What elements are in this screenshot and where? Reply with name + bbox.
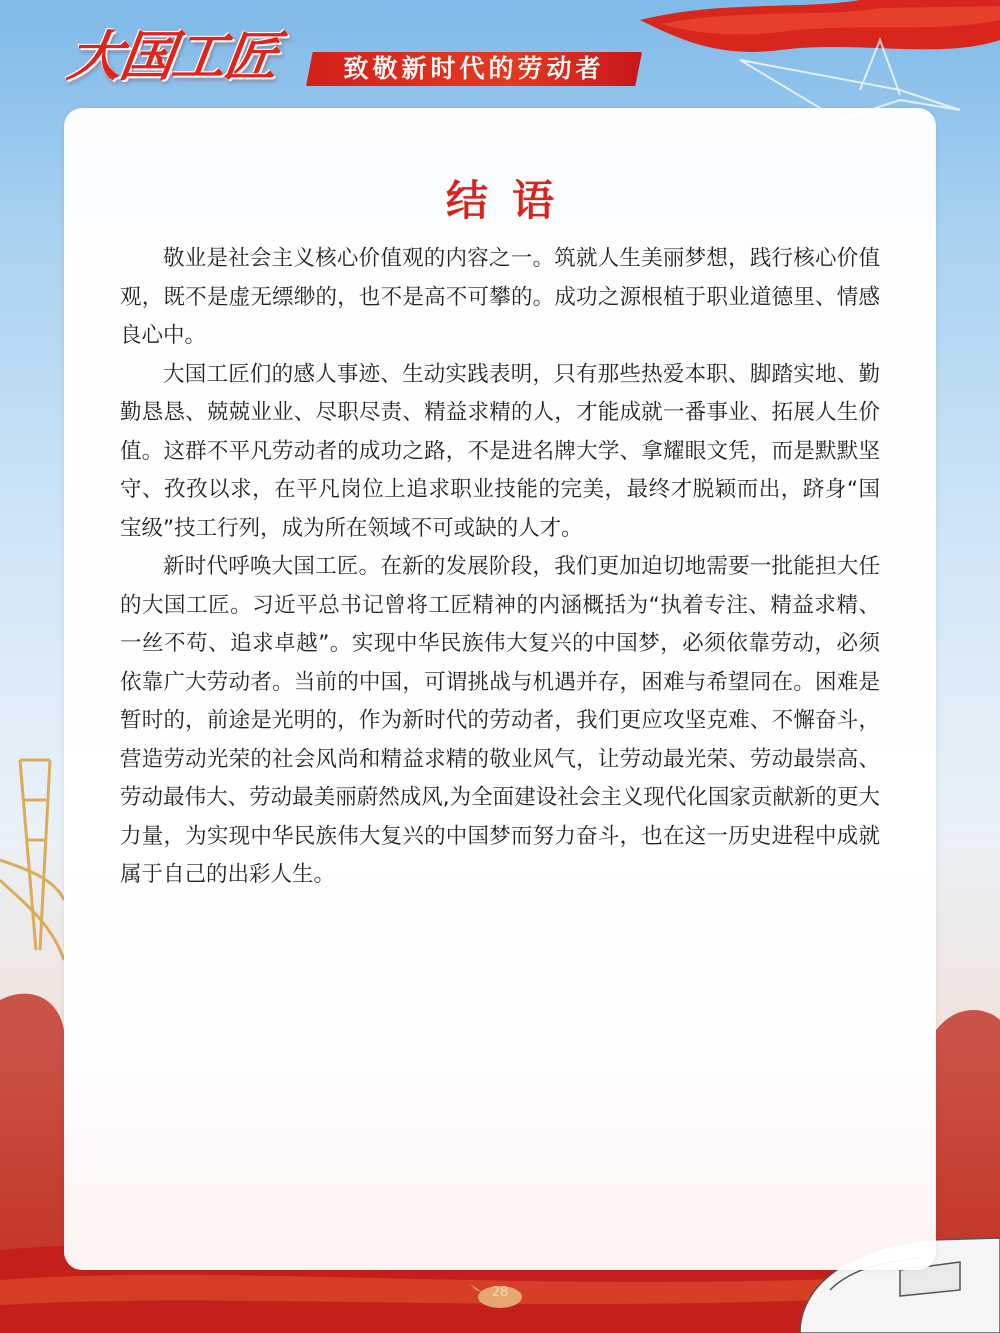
article-body — [120, 240, 880, 895]
subtitle: 致敬新时代的劳动者 — [343, 54, 605, 83]
brand-title: 大国工匠 — [63, 24, 281, 88]
red-mountains — [0, 994, 65, 1290]
paragraph: 大国工匠们的感人事迹、生动实践表明，只有那些热爱本职、脚踏实地、勤勤恳恳、兢兢业业、尽职尽责、精益求精的人，才能成就一番事业、拓展人生价值。这群不平凡劳动者的成功之路，不是进名牌大学、拿耀眼文凭，而是默默坚守、孜孜以求，在平凡岗位上追求职业技能的完美，最终才脱颖而出，跻身“国宝级”技工行列，成为所在领域不可或缺的人才。 — [120, 361, 880, 541]
paragraph: 敬业是社会主义核心价值观的内容之一。筑就人生美丽梦想，践行核心价值观，既不是虚无缥缈的，也不是高不可攀的。成功之源根植于职业道德里、情感良心中。 — [120, 246, 880, 348]
bridge-tower-icon — [0, 760, 64, 960]
paragraph: 新时代呼唤大国工匠。在新的发展阶段，我们更加迫切地需要一批能担大任的大国工匠。习近平总书记曾将工匠精神的内涵概括为“执着专注、精益求精、一丝不苟、追求卓越”。实现中华民族伟大复兴的中国梦，必须依靠劳动，必须依靠广大劳动者。当前的中国，可谓挑战与机遇并存，困难与希望同在。困难是暂时的，前途是光明的，作为新时代的劳动者，我们更应攻坚克难、不懈奋斗，营造劳动光荣的社会风尚和精益求精的敬业风气，让劳动最光荣、劳动最崇高、劳动最伟大、劳动最美丽蔚然成风,为全面建设社会主义现代化国家贡献新的更大力量，为实现中华民族伟大复兴的中国梦而努力奋斗，也在这一历史进程中成就属于自己的出彩人生。 — [120, 554, 880, 887]
page-title: 结语 — [445, 176, 578, 225]
page-number: 28 — [491, 1285, 509, 1300]
content-card — [64, 108, 936, 1270]
